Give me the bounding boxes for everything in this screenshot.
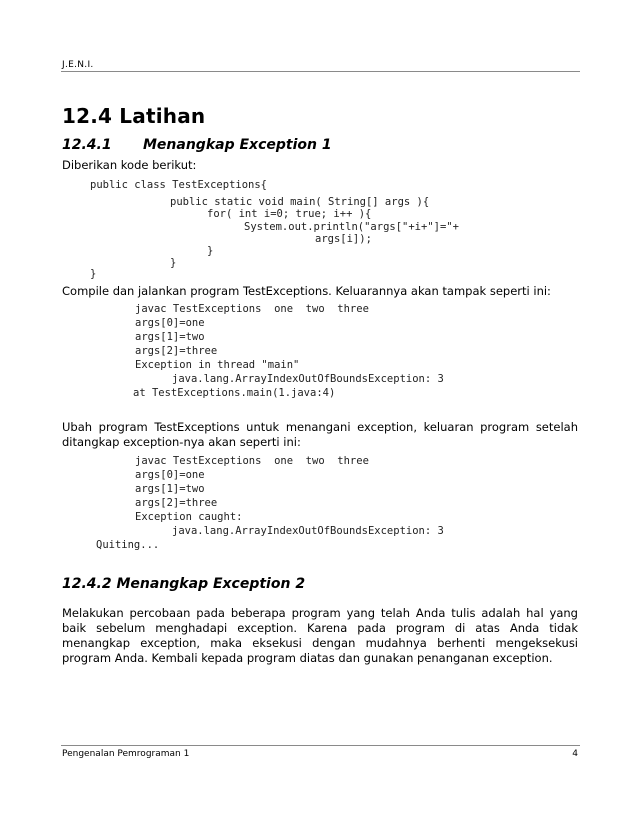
subsection-number: 12.4.1 <box>62 137 112 153</box>
output-line: args[1]=two <box>135 483 205 495</box>
output-line: javac TestExceptions one two three <box>135 455 369 467</box>
output-line: args[2]=three <box>135 345 218 357</box>
code-line: } <box>90 268 97 280</box>
code-line: } <box>170 257 177 269</box>
section-title: 12.4 Latihan <box>62 104 206 128</box>
footer-title: Pengenalan Pemrograman 1 <box>62 749 190 759</box>
body-paragraph: Melakukan percobaan pada beberapa program yang telah Anda tulis adalah hal yang baik sebelum menghadapi exception. Karena pada program di atas Anda tidak menangkap exception, maka eksekusi dengan mudahnya berhenti mengeksekusi program Anda. Kembali kepada program diatas dan gunakan penanganan exception. <box>62 606 578 665</box>
code-line: } <box>207 245 214 257</box>
output-line: java.lang.ArrayIndexOutOfBoundsException: 3 <box>172 525 444 537</box>
code-line: public static void main( String[] args ){ <box>170 196 430 208</box>
output-line: at TestExceptions.main(1.java:4) <box>133 387 336 399</box>
output-line: args[0]=one <box>135 317 205 329</box>
output-line: java.lang.ArrayIndexOutOfBoundsException: 3 <box>172 373 444 385</box>
output-line: Quiting... <box>96 539 160 551</box>
subsection-title: Menangkap Exception 1 <box>143 137 332 153</box>
page-number: 4 <box>572 749 578 759</box>
code-line: args[i]); <box>315 233 372 245</box>
output-line: Exception caught: <box>135 511 243 523</box>
output-line: args[0]=one <box>135 469 205 481</box>
intro-paragraph: Diberikan kode berikut: <box>62 158 197 172</box>
output-line: args[2]=three <box>135 497 218 509</box>
running-header: J.E.N.I. <box>62 60 94 70</box>
code-line: System.out.println("args["+i+"]="+ <box>244 221 459 233</box>
output-line: javac TestExceptions one two three <box>135 303 369 315</box>
compile-paragraph: Compile dan jalankan program TestExceptions. Keluarannya akan tampak seperti ini: <box>62 284 551 298</box>
header-divider <box>61 71 580 72</box>
code-line: for( int i=0; true; i++ ){ <box>207 208 372 220</box>
footer-divider <box>61 745 580 746</box>
output-line: args[1]=two <box>135 331 205 343</box>
subsection-title-2: 12.4.2 Menangkap Exception 2 <box>62 576 306 592</box>
output-line: Exception in thread "main" <box>135 359 300 371</box>
code-line: public class TestExceptions{ <box>90 179 268 191</box>
modify-paragraph: Ubah program TestExceptions untuk menangani exception, keluaran program setelah ditangkap exception-nya akan seperti ini: <box>62 420 578 449</box>
